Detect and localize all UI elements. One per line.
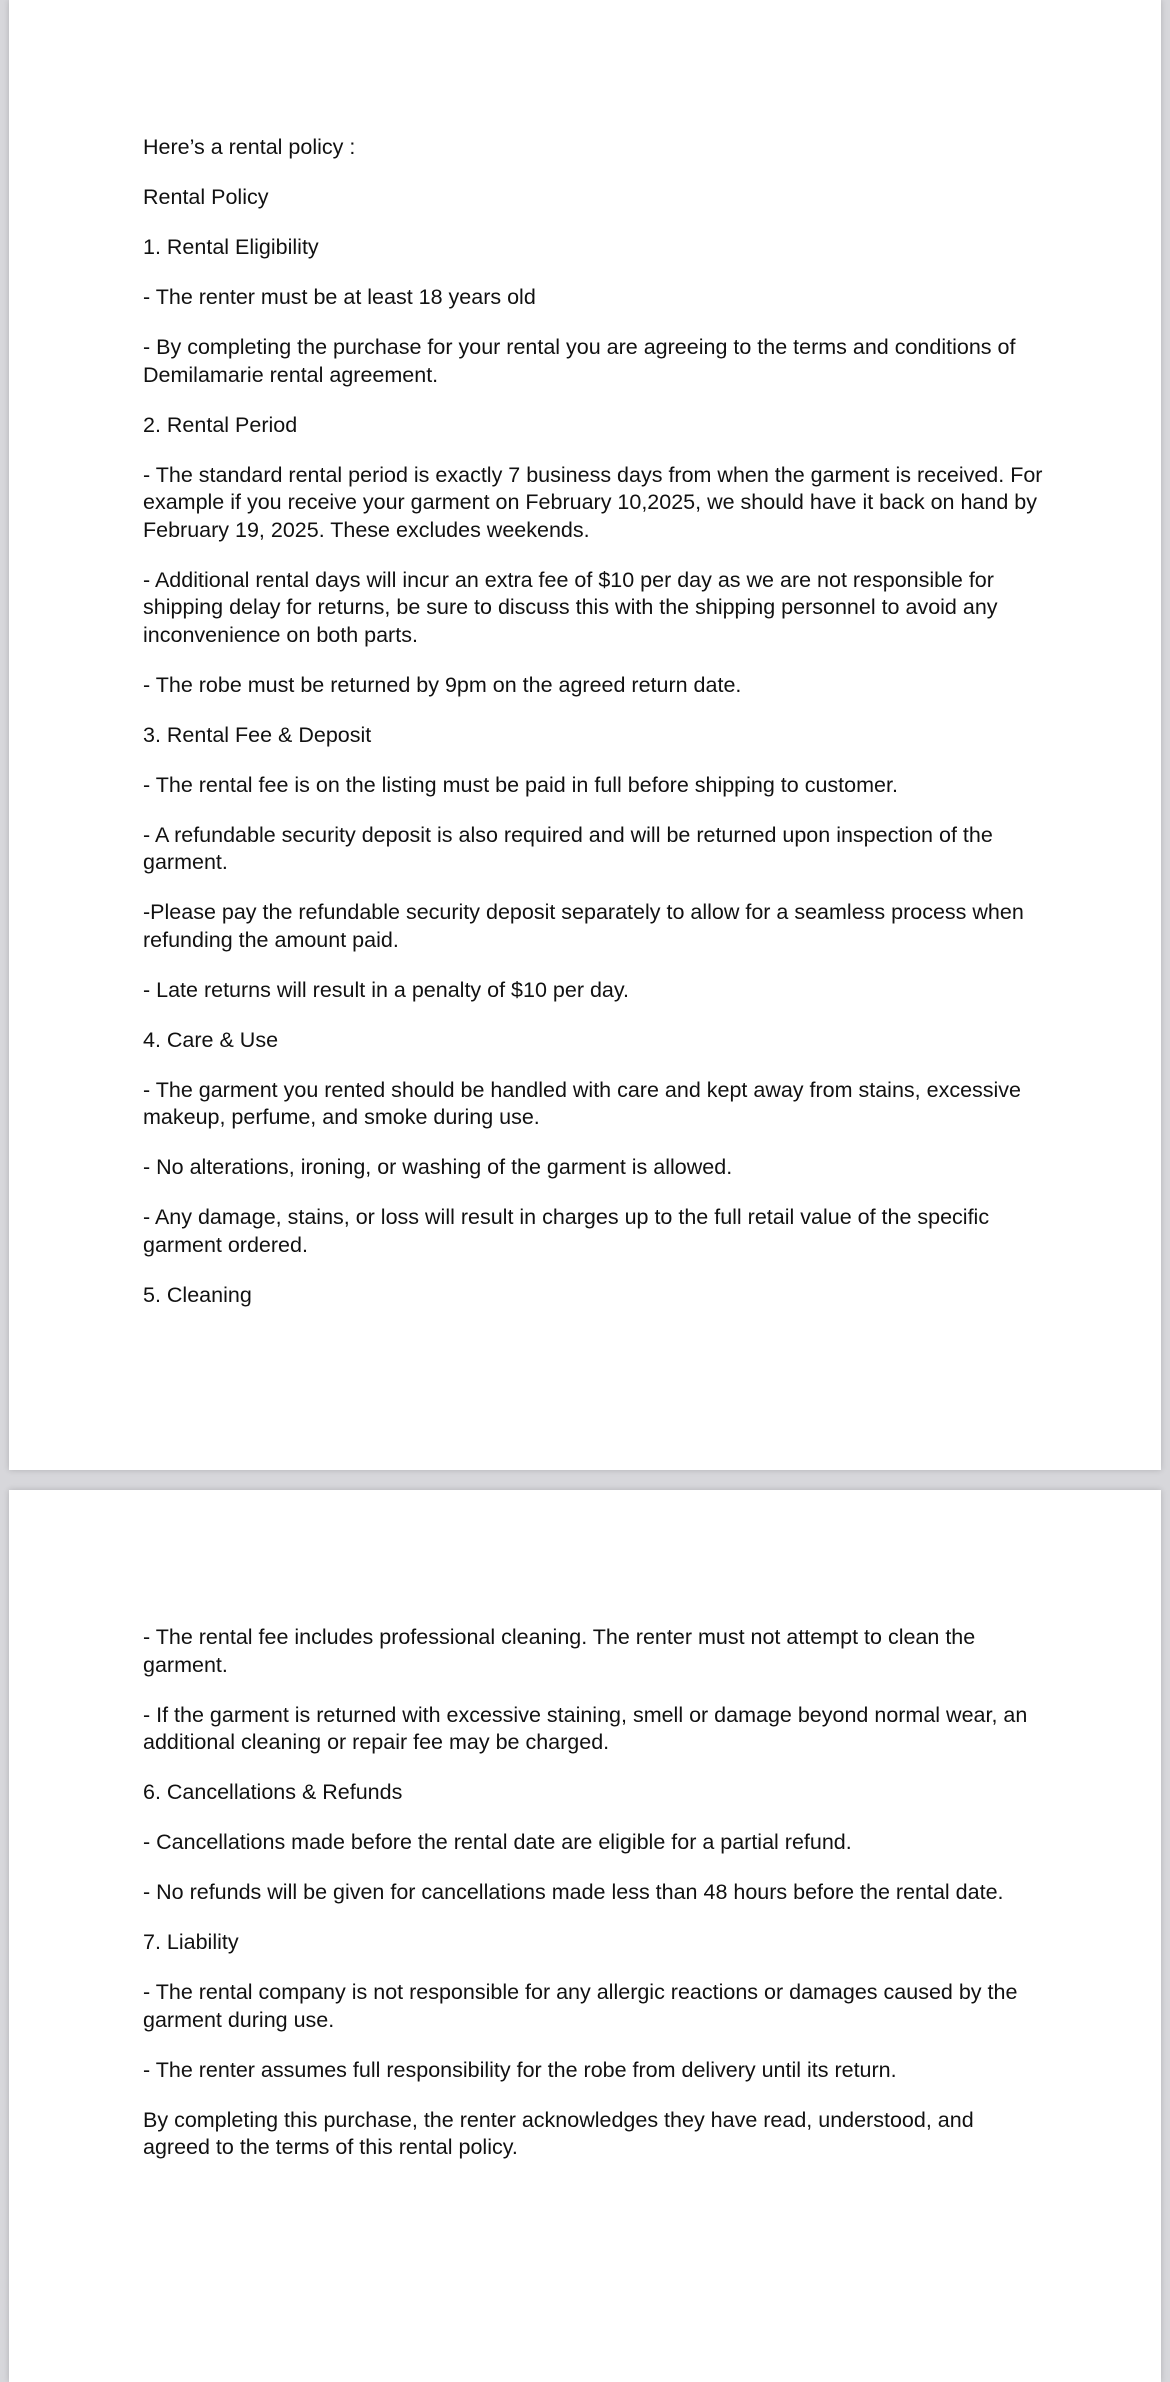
policy-paragraph: - The rental fee is on the listing must be paid in full before shipping to customer. bbox=[143, 772, 898, 797]
policy-paragraph: - The rental fee includes professional cleaning. The renter must not attempt to clean the garment. bbox=[143, 1625, 976, 1677]
policy-paragraph: - No alterations, ironing, or washing of the garment is allowed. bbox=[143, 1155, 733, 1179]
policy-paragraph: - The renter assumes full responsibility for the robe from delivery until its return. bbox=[143, 2057, 897, 2082]
document-page-2 bbox=[9, 1490, 1161, 2382]
document-page-1 bbox=[9, 0, 1161, 1470]
policy-paragraph: - The standard rental period is exactly 7 business days from when the garment is received. For example if you receive your garment on February 10,2025, we should have it back on hand by February 19, 2025. These excludes weekends. bbox=[143, 462, 1043, 542]
policy-paragraph: - The renter must be at least 18 years old bbox=[143, 285, 536, 309]
policy-paragraph: - Additional rental days will incur an extra fee of $10 per day as we are not responsible for shipping delay for returns, be sure to discuss this with the shipping personnel to avoid any inconvenience on both parts. bbox=[143, 567, 998, 647]
closing-statement: By completing this purchase, the renter acknowledges they have read, understood, and agreed to the terms of this rental policy. bbox=[143, 2107, 974, 2159]
section-heading: 5. Cleaning bbox=[143, 1282, 252, 1307]
section-heading: 2. Rental Period bbox=[143, 412, 298, 437]
section-heading: 7. Liability bbox=[143, 1930, 239, 1954]
intro-line: Here’s a rental policy : bbox=[143, 135, 356, 159]
section-heading: 6. Cancellations & Refunds bbox=[143, 1780, 403, 1804]
policy-paragraph: - By completing the purchase for your rental you are agreeing to the terms and conditions of Demilamarie rental agreement. bbox=[143, 335, 1016, 387]
document-title: Rental Policy bbox=[143, 185, 269, 209]
page-2-content bbox=[143, 1624, 1043, 2162]
policy-paragraph: - The robe must be returned by 9pm on the agreed return date. bbox=[143, 672, 742, 697]
page-1-content bbox=[143, 134, 1043, 1309]
policy-paragraph: - The rental company is not responsible for any allergic reactions or damages caused by the garment during use. bbox=[143, 1980, 1018, 2032]
policy-paragraph: - If the garment is returned with excessive staining, smell or damage beyond normal wear, an additional cleaning or repair fee may be charged. bbox=[143, 1702, 1028, 1754]
section-heading: 4. Care & Use bbox=[143, 1027, 279, 1052]
section-heading: 1. Rental Eligibility bbox=[143, 235, 319, 259]
policy-paragraph: - The garment you rented should be handled with care and kept away from stains, excessive makeup, perfume, and smoke during use. bbox=[143, 1077, 1022, 1129]
policy-paragraph: - Any damage, stains, or loss will result in charges up to the full retail value of the specific garment ordered. bbox=[143, 1205, 990, 1257]
policy-paragraph: -Please pay the refundable security deposit separately to allow for a seamless process when refunding the amount paid. bbox=[143, 900, 1024, 952]
policy-paragraph: - No refunds will be given for cancellations made less than 48 hours before the rental date. bbox=[143, 1880, 1004, 1904]
policy-paragraph: - Cancellations made before the rental date are eligible for a partial refund. bbox=[143, 1830, 852, 1854]
section-heading: 3. Rental Fee & Deposit bbox=[143, 722, 372, 747]
policy-paragraph: - A refundable security deposit is also required and will be returned upon inspection of the garment. bbox=[143, 822, 993, 874]
policy-paragraph: - Late returns will result in a penalty of $10 per day. bbox=[143, 977, 629, 1002]
